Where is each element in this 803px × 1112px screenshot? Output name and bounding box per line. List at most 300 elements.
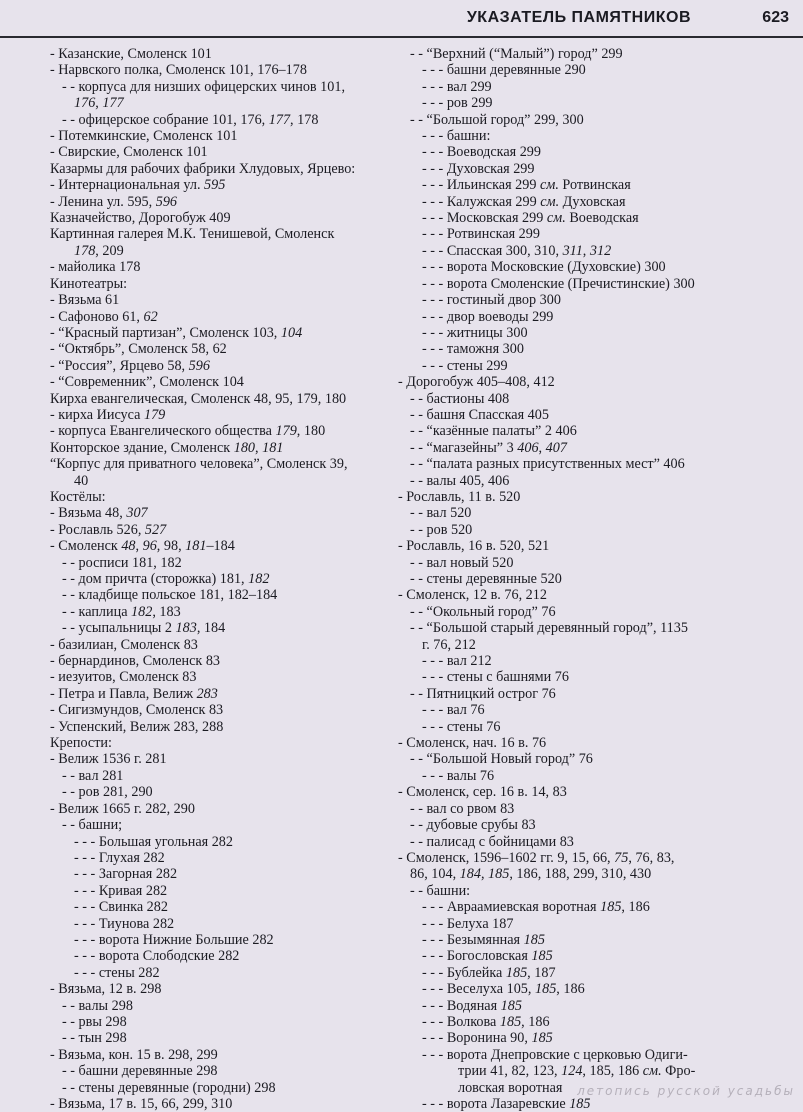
- index-entry: [50, 998, 380, 1014]
- index-text: - кирха Иисуса: [50, 406, 144, 423]
- index-entry: [398, 899, 798, 915]
- index-entry: [398, 259, 798, 275]
- index-page-ref-italic: 124: [561, 1063, 583, 1080]
- index-text: - - “Большой город” 299, 300: [410, 111, 584, 128]
- index-text: - - башни деревянные 298: [62, 1063, 218, 1080]
- index-entry: [50, 620, 380, 636]
- index-entry: [398, 686, 798, 702]
- index-entry: [398, 620, 798, 636]
- index-text: - - - Богословская: [422, 948, 532, 965]
- index-text: - - вал со рвом 83: [410, 800, 515, 817]
- index-text: - Смоленск, 1596–1602 гг. 9, 15, 66,: [398, 849, 615, 866]
- index-entry: [398, 932, 798, 948]
- index-entry: [398, 325, 798, 341]
- index-entry: [398, 587, 798, 603]
- index-text: - - - Московская 299: [422, 210, 547, 227]
- index-entry: [50, 259, 380, 275]
- index-entry: [50, 637, 380, 653]
- index-text: - Вязьма, кон. 15 в. 298, 299: [50, 1046, 218, 1063]
- index-entry: [50, 112, 380, 128]
- index-entry: [398, 538, 798, 554]
- index-text: - - палисад с бойницами 83: [410, 833, 574, 850]
- index-entry: [50, 309, 380, 325]
- index-page-ref-italic: 48: [121, 538, 136, 555]
- right-column: [398, 46, 798, 1112]
- index-text: - - - Бублейка: [422, 964, 506, 981]
- index-title: УКАЗАТЕЛЬ ПАМЯТНИКОВ: [466, 9, 691, 26]
- index-text: ,: [95, 95, 103, 112]
- index-page-ref-italic: 185: [531, 948, 553, 965]
- index-entry: [398, 916, 798, 932]
- index-entry: [398, 998, 798, 1014]
- index-text: - - - Безымянная: [422, 931, 524, 948]
- index-text: , 185, 186: [582, 1063, 643, 1080]
- index-text: - - башня Спасская 405: [410, 406, 549, 423]
- index-entry: [50, 686, 380, 702]
- index-text: , 76, 83,: [628, 849, 675, 866]
- index-text: - - - стены с башнями 76: [422, 669, 569, 686]
- index-entry: [50, 341, 380, 357]
- index-text: - - “Большой старый деревянный город”, 1135: [410, 620, 688, 637]
- index-text: - - - башни деревянные 290: [422, 62, 586, 79]
- index-text: Духовская: [559, 193, 626, 210]
- index-text: - - - Волкова: [422, 1013, 500, 1030]
- index-entry: [398, 62, 798, 78]
- index-entry: [50, 358, 380, 374]
- index-text: “Корпус для приватного человека”, Смоленск 39,: [50, 456, 348, 473]
- index-page-ref-italic: 185: [535, 981, 557, 998]
- index-text: - - рвы 298: [62, 1013, 127, 1030]
- index-entry: [398, 473, 798, 489]
- index-entry: [398, 850, 798, 866]
- index-text: - - - Ротвинская 299: [422, 226, 540, 243]
- index-entry: [398, 161, 798, 177]
- index-entry: [50, 883, 380, 899]
- index-entry: [50, 276, 380, 292]
- index-entry: [398, 719, 798, 735]
- index-entry: [398, 653, 798, 669]
- index-entry: [50, 144, 380, 160]
- index-text: - Дорогобуж 405–408, 412: [398, 374, 555, 391]
- index-text: - Вязьма, 17 в. 15, 66, 299, 310: [50, 1096, 233, 1112]
- index-entry: [50, 374, 380, 390]
- index-text: г. 76, 212: [422, 636, 476, 653]
- index-text: , 186: [521, 1013, 550, 1030]
- index-text: Ротвинская: [558, 177, 631, 194]
- index-text: , 186, 188, 299, 310, 430: [509, 866, 652, 883]
- index-text: - Потемкинские, Смоленск 101: [50, 128, 238, 145]
- index-entry: [398, 423, 798, 439]
- index-entry: [50, 538, 380, 554]
- index-entry: [50, 473, 380, 489]
- index-page-ref-italic: см.: [540, 193, 560, 210]
- index-text: - Казанские, Смоленск 101: [50, 46, 212, 62]
- index-text: - - - житницы 300: [422, 324, 528, 341]
- index-text: - - - ворота Днепровские с церковью Одиги-: [422, 1046, 688, 1063]
- page-number: 623: [762, 9, 789, 26]
- index-entry: [50, 1063, 380, 1079]
- index-text: Картинная галерея М.К. Тенишевой, Смоленск: [50, 226, 335, 243]
- index-text: - - - валы 76: [422, 767, 495, 784]
- index-text: - - - вал 212: [422, 653, 492, 670]
- index-text: - - - ров 299: [422, 95, 493, 112]
- index-entry: [398, 95, 798, 111]
- index-entry: [50, 1047, 380, 1063]
- index-entry: [398, 768, 798, 784]
- index-entry: [398, 128, 798, 144]
- index-page-ref-italic: 179: [275, 423, 297, 440]
- left-column: [50, 46, 380, 1112]
- index-text: - - - Кривая 282: [74, 882, 168, 899]
- index-text: , 186: [621, 899, 650, 916]
- index-page-ref-italic: 185: [505, 964, 528, 981]
- index-text: - - ров 520: [410, 521, 473, 538]
- index-entry: [50, 95, 380, 111]
- index-entry: [50, 719, 380, 735]
- index-text: - - - гостиный двор 300: [422, 292, 561, 309]
- index-text: - Велиж 1536 г. 281: [50, 751, 167, 768]
- index-entry: [50, 440, 380, 456]
- index-entry: [398, 341, 798, 357]
- index-entry: [50, 194, 380, 210]
- index-text: - - кладбище польское 181, 182–184: [62, 587, 278, 604]
- index-text: ловская воротная: [458, 1079, 563, 1096]
- index-text: - - “палата разных присутственных мест” 406: [410, 456, 685, 473]
- index-page-ref-italic: 311: [562, 242, 583, 259]
- index-text: - Сафоново 61,: [50, 308, 144, 325]
- index-entry: [398, 112, 798, 128]
- index-entry: [50, 407, 380, 423]
- index-entry: [50, 1030, 380, 1046]
- index-entry: [50, 62, 380, 78]
- index-text: - Рославль, 16 в. 520, 521: [398, 538, 550, 555]
- index-text: - - - Духовская 299: [422, 160, 535, 177]
- index-page-ref-italic: 104: [280, 324, 303, 341]
- index-text: - Успенский, Велиж 283, 288: [50, 718, 224, 735]
- index-entry: [50, 916, 380, 932]
- index-entry: [50, 653, 380, 669]
- index-text: - - “казённые палаты” 2 406: [410, 423, 577, 440]
- index-text: - - валы 298: [62, 997, 133, 1014]
- index-text: ,: [582, 242, 590, 259]
- index-text: - - офицерское собрание 101, 176,: [62, 111, 269, 128]
- index-text: - - дом причта (сторожка) 181,: [62, 571, 249, 587]
- index-page-ref-italic: 182: [131, 603, 153, 620]
- index-entry: [398, 522, 798, 538]
- index-page-ref-italic: 96: [142, 538, 157, 555]
- index-text: - - - Воронина 90,: [422, 1030, 532, 1047]
- index-text: - - - Веселуха 105,: [422, 981, 535, 998]
- index-page-ref-italic: 181: [262, 439, 284, 456]
- index-entry: [398, 243, 798, 259]
- index-page-ref-italic: 180: [233, 439, 255, 456]
- index-text: Кирха евангелическая, Смоленск 48, 95, 179, 180: [50, 390, 347, 407]
- index-text: - Рославль, 11 в. 520: [398, 488, 521, 505]
- index-page-ref-italic: 406: [517, 439, 539, 456]
- index-text: - - стены деревянные (городни) 298: [62, 1079, 276, 1096]
- index-entry: [50, 850, 380, 866]
- index-entry: [50, 948, 380, 964]
- index-entry: [50, 423, 380, 439]
- index-text: - базилиан, Смоленск 83: [50, 636, 198, 653]
- index-entry: [398, 751, 798, 767]
- index-text: - “Октябрь”, Смоленск 58, 62: [50, 341, 227, 358]
- index-entry: [50, 292, 380, 308]
- index-page-ref-italic: 75: [614, 849, 629, 866]
- index-text: - - - Ильинская 299: [422, 177, 540, 194]
- index-entry: [398, 210, 798, 226]
- index-page-ref-italic: 595: [204, 177, 226, 194]
- index-text: - Рославль 526,: [50, 521, 145, 538]
- index-text: 40: [74, 472, 89, 489]
- index-text: - Смоленск, нач. 16 в. 76: [398, 735, 547, 752]
- index-text: , 184: [196, 620, 226, 637]
- index-page-ref-italic: 185: [500, 997, 522, 1014]
- index-entry: [50, 784, 380, 800]
- index-page-ref-italic: 185: [488, 866, 510, 883]
- index-text: Воеводская: [565, 210, 639, 227]
- index-page-ref-italic: 307: [126, 505, 148, 522]
- index-entry: [398, 1063, 798, 1079]
- index-text: - Вязьма, 12 в. 298: [50, 981, 162, 998]
- index-text: - - - вал 76: [422, 702, 485, 719]
- index-text: ,: [538, 439, 546, 456]
- index-page-ref-italic: 183: [175, 620, 197, 637]
- index-entry: [50, 79, 380, 95]
- index-entry: [398, 489, 798, 505]
- index-entry: [50, 702, 380, 718]
- index-entry: [50, 801, 380, 817]
- index-text: - Ленина ул. 595,: [50, 193, 156, 210]
- page-header: [0, 6, 803, 38]
- index-text: ,: [255, 439, 263, 456]
- index-text: - - каплица: [62, 603, 132, 620]
- index-page-ref-italic: 596: [188, 357, 210, 374]
- index-text: - корпуса Евангелического общества: [50, 423, 276, 440]
- index-entry: [398, 46, 798, 62]
- index-entry: [50, 981, 380, 997]
- index-entry: [50, 1096, 380, 1112]
- index-entry: [50, 932, 380, 948]
- index-text: Казначейство, Дорогобуж 409: [50, 210, 231, 227]
- index-entry: [398, 834, 798, 850]
- index-text: - Нарвского полка, Смоленск 101, 176–178: [50, 62, 307, 79]
- index-text: - - вал 281: [62, 767, 124, 784]
- index-text: - - дубовые срубы 83: [410, 817, 536, 834]
- index-entry: [50, 325, 380, 341]
- index-text: - Вязьма 48,: [50, 505, 127, 522]
- index-text: - - - Авраамиевская воротная: [422, 899, 601, 916]
- index-text: - - усыпальницы 2: [62, 620, 176, 637]
- index-entry: [50, 522, 380, 538]
- index-entry: [398, 79, 798, 95]
- index-page-ref-italic: 177: [102, 95, 124, 112]
- index-entry: [50, 489, 380, 505]
- index-text: - - - Глухая 282: [74, 849, 165, 866]
- index-text: ,: [135, 538, 143, 555]
- index-page-ref-italic: 527: [144, 521, 167, 538]
- index-text: , 183: [152, 603, 181, 620]
- index-entry: [398, 177, 798, 193]
- index-entry: [50, 965, 380, 981]
- index-text: 86, 104,: [410, 866, 460, 883]
- index-entry: [398, 292, 798, 308]
- index-entry: [398, 505, 798, 521]
- index-entry: [398, 948, 798, 964]
- index-page-ref-italic: см.: [642, 1063, 662, 1080]
- index-page-ref-italic: 407: [545, 439, 567, 456]
- index-text: - - башни;: [62, 817, 123, 834]
- index-entry: [50, 391, 380, 407]
- index-text: - - - ворота Нижние Большие 282: [74, 931, 274, 948]
- index-text: - Вязьма 61: [50, 292, 120, 309]
- index-entry: [398, 194, 798, 210]
- index-text: Фро-: [661, 1063, 696, 1080]
- index-page-ref-italic: 181: [185, 538, 207, 555]
- index-entry: [50, 899, 380, 915]
- index-entry: [50, 505, 380, 521]
- index-text: Кинотеатры:: [50, 275, 128, 292]
- index-text: - - - Воеводская 299: [422, 144, 541, 161]
- index-page-ref-italic: 185: [499, 1013, 522, 1030]
- index-text: Казармы для рабочих фабрики Хлудовых, Ярцево:: [50, 160, 356, 177]
- index-text: - - - ворота Московские (Духовские) 300: [422, 259, 666, 276]
- index-entry: [398, 144, 798, 160]
- index-text: - - ров 281, 290: [62, 784, 153, 801]
- index-page-ref-italic: 177: [268, 111, 291, 128]
- index-page-ref-italic: 185: [600, 899, 622, 916]
- index-entry: [398, 965, 798, 981]
- index-page-ref-italic: 178: [74, 242, 96, 259]
- index-entry: [50, 834, 380, 850]
- index-entry: [398, 883, 798, 899]
- index-text: - - - таможня 300: [422, 341, 524, 358]
- index-entry: [398, 226, 798, 242]
- index-text: - - корпуса для низших офицерских чинов 101,: [62, 78, 345, 95]
- index-page-ref-italic: 182: [248, 571, 270, 587]
- index-text: - “Красный партизан”, Смоленск 103,: [50, 324, 281, 341]
- index-text: - - - Тиунова 282: [74, 915, 175, 932]
- index-entry: [398, 669, 798, 685]
- index-text: - - росписи 181, 182: [62, 554, 182, 571]
- index-text: - - - Калужская 299: [422, 193, 541, 210]
- index-text: - - - ворота Слободские 282: [74, 948, 240, 965]
- index-text: - - - стены 299: [422, 357, 508, 374]
- index-text: Конторское здание, Смоленск: [50, 439, 234, 456]
- index-entry: [398, 702, 798, 718]
- index-entry: [398, 440, 798, 456]
- index-text: - - - Белуха 187: [422, 915, 514, 932]
- index-text: - - Пятницкий острог 76: [410, 685, 556, 702]
- index-entry: [398, 555, 798, 571]
- index-entry: [398, 309, 798, 325]
- index-text: - - - стены 76: [422, 718, 501, 735]
- index-text: - - “Верхний (“Малый”) город” 299: [410, 46, 623, 62]
- index-text: - Свирские, Смоленск 101: [50, 144, 208, 161]
- index-text: - - - двор воеводы 299: [422, 308, 554, 325]
- index-page-ref-italic: см.: [539, 177, 559, 194]
- index-text: - Смоленск: [50, 538, 122, 555]
- index-entry: [398, 276, 798, 292]
- index-text: - - стены деревянные 520: [410, 571, 562, 587]
- index-text: - - “Большой Новый город” 76: [410, 751, 593, 768]
- index-text: - - “Окольный город” 76: [410, 603, 556, 620]
- index-entry: [50, 226, 380, 242]
- index-page-ref-italic: 312: [589, 242, 612, 259]
- index-text: , 209: [95, 242, 124, 259]
- index-entry: [50, 587, 380, 603]
- index-entry: [398, 571, 798, 587]
- index-entry: [50, 669, 380, 685]
- index-entry: [50, 128, 380, 144]
- index-text: Костёлы:: [50, 488, 106, 505]
- index-text: - - - башни:: [422, 128, 491, 145]
- index-entry: [398, 358, 798, 374]
- index-entry: [50, 866, 380, 882]
- index-entry: [50, 456, 380, 472]
- index-entry: [398, 374, 798, 390]
- index-text: - - вал 520: [410, 505, 472, 522]
- index-text: - - - Большая угольная 282: [74, 833, 233, 850]
- index-text: - - - Водяная: [422, 997, 501, 1014]
- index-entry: [50, 571, 380, 587]
- index-text: - - - ворота Смоленские (Пречистинские) 300: [422, 275, 695, 292]
- index-entry: [398, 637, 798, 653]
- index-text: - Велиж 1665 г. 282, 290: [50, 800, 195, 817]
- index-text: - Смоленск, 12 в. 76, 212: [398, 587, 547, 604]
- index-text: - - валы 405, 406: [410, 472, 510, 489]
- index-text: , 187: [527, 964, 556, 981]
- index-page-ref-italic: 184: [459, 866, 481, 883]
- index-entry: [50, 735, 380, 751]
- index-page-ref-italic: 283: [196, 685, 218, 702]
- index-text: - Сигизмундов, Смоленск 83: [50, 702, 224, 719]
- index-entry: [50, 177, 380, 193]
- index-entry: [50, 1014, 380, 1030]
- index-text: , 186: [556, 981, 585, 998]
- index-entry: [398, 604, 798, 620]
- index-entry: [50, 1080, 380, 1096]
- index-text: ,: [480, 866, 489, 883]
- index-text: , 178: [290, 111, 319, 128]
- index-text: - - - Спасская 300, 310,: [422, 242, 563, 259]
- index-entry: [50, 46, 380, 62]
- index-entry: [398, 866, 798, 882]
- index-text: - - “магазейны” 3: [410, 439, 518, 456]
- index-text: - - вал новый 520: [410, 554, 514, 571]
- index-entry: [398, 1096, 798, 1112]
- index-text: - - башни:: [410, 882, 471, 899]
- index-text: - - - ворота Лазаревские: [422, 1096, 570, 1112]
- index-entry: [398, 784, 798, 800]
- index-page-ref-italic: см.: [546, 210, 566, 227]
- index-entry: [398, 456, 798, 472]
- footer-watermark: летопись русской усадьбы: [577, 1084, 795, 1098]
- index-text: трии 41, 82, 123,: [458, 1063, 562, 1080]
- index-entry: [50, 243, 380, 259]
- index-entry: [50, 161, 380, 177]
- index-entry: [398, 1047, 798, 1063]
- index-entry: [398, 981, 798, 997]
- index-page-ref-italic: 185: [531, 1030, 553, 1047]
- index-text: - “Россия”, Ярцево 58,: [50, 357, 189, 374]
- index-entry: [50, 604, 380, 620]
- index-entry: [398, 1014, 798, 1030]
- index-entry: [398, 1030, 798, 1046]
- index-text: - - - Загорная 282: [74, 866, 178, 883]
- index-text: , 180: [296, 423, 326, 440]
- index-text: - “Современник”, Смоленск 104: [50, 374, 244, 391]
